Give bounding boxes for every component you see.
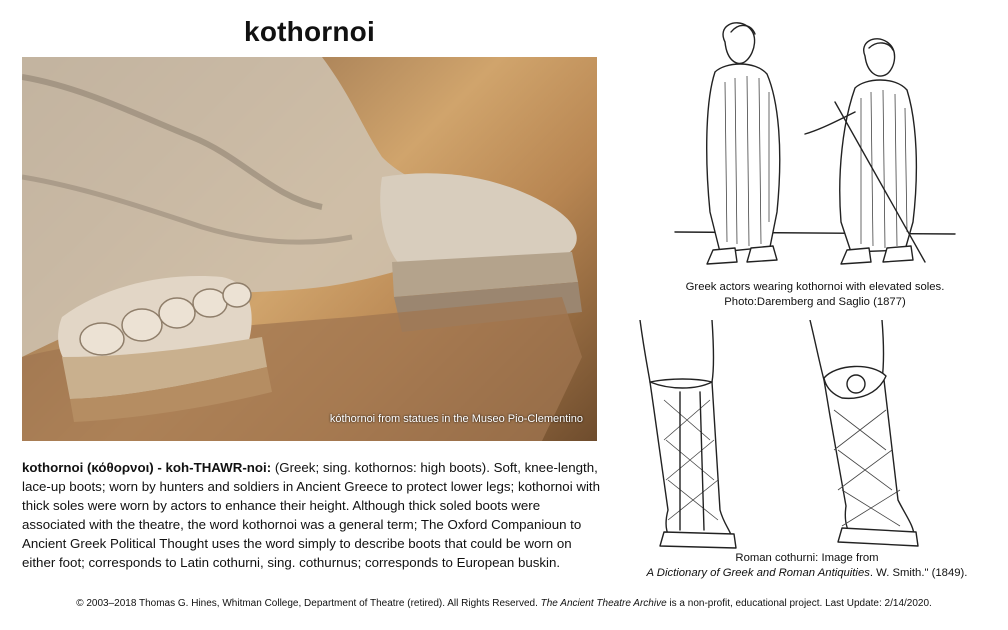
cothurni-caption-line2 bbox=[612, 566, 1002, 581]
definition-term: kothornoi (κόθορνοι) - koh-THAWR-noi: bbox=[22, 460, 272, 475]
footer bbox=[0, 598, 1008, 609]
actors-caption bbox=[630, 280, 1000, 310]
actors-caption-line2: Photo:Daremberg and Saglio (1877) bbox=[724, 296, 906, 308]
definition-paragraph bbox=[22, 458, 600, 572]
greek-actors-illustration bbox=[655, 12, 975, 277]
photo-caption: kóthornoi from statues in the Museo Pio-Clementino bbox=[329, 413, 583, 425]
footer-archive-name: The Ancient Theatre Archive bbox=[540, 598, 667, 609]
cothurni-source-rest: . W. Smith." (1849). bbox=[869, 567, 968, 579]
actors-caption-line1: Greek actors wearing kothornoi with elevated soles. bbox=[685, 281, 945, 293]
definition-body: (Greek; sing. kothornos: high boots). Soft, knee-length, lace-up boots; worn by hunters and soldiers in Ancient Greece to protect lower legs; kothornoi with thick soles were worn by actors to enhance their height. Although thick soled boots were associated with the theatre, the word kothornoi was a general term; The Oxford Companioun to Ancient Greek Political Thought uses the word simply to describe boots that could be worn on either foot; corresponds to Latin cothurni, sing. cothurnus; corresponds to European buskin. bbox=[22, 460, 600, 570]
cothurni-source-title: A Dictionary of Greek and Roman Antiquities bbox=[646, 567, 870, 579]
statue-feet-photo bbox=[22, 57, 597, 441]
footer-rest: is a non-profit, educational project. Last Update: 2/14/2020. bbox=[666, 598, 932, 609]
roman-cothurni-illustration bbox=[620, 320, 980, 555]
footer-copyright: © 2003–2018 Thomas G. Hines, Whitman College, Department of Theatre (retired). All Rights Reserved. bbox=[76, 598, 541, 609]
page-title: kothornoi bbox=[244, 16, 375, 47]
cothurni-caption bbox=[612, 551, 1002, 581]
cothurni-caption-line1: Roman cothurni: Image from bbox=[735, 552, 879, 564]
